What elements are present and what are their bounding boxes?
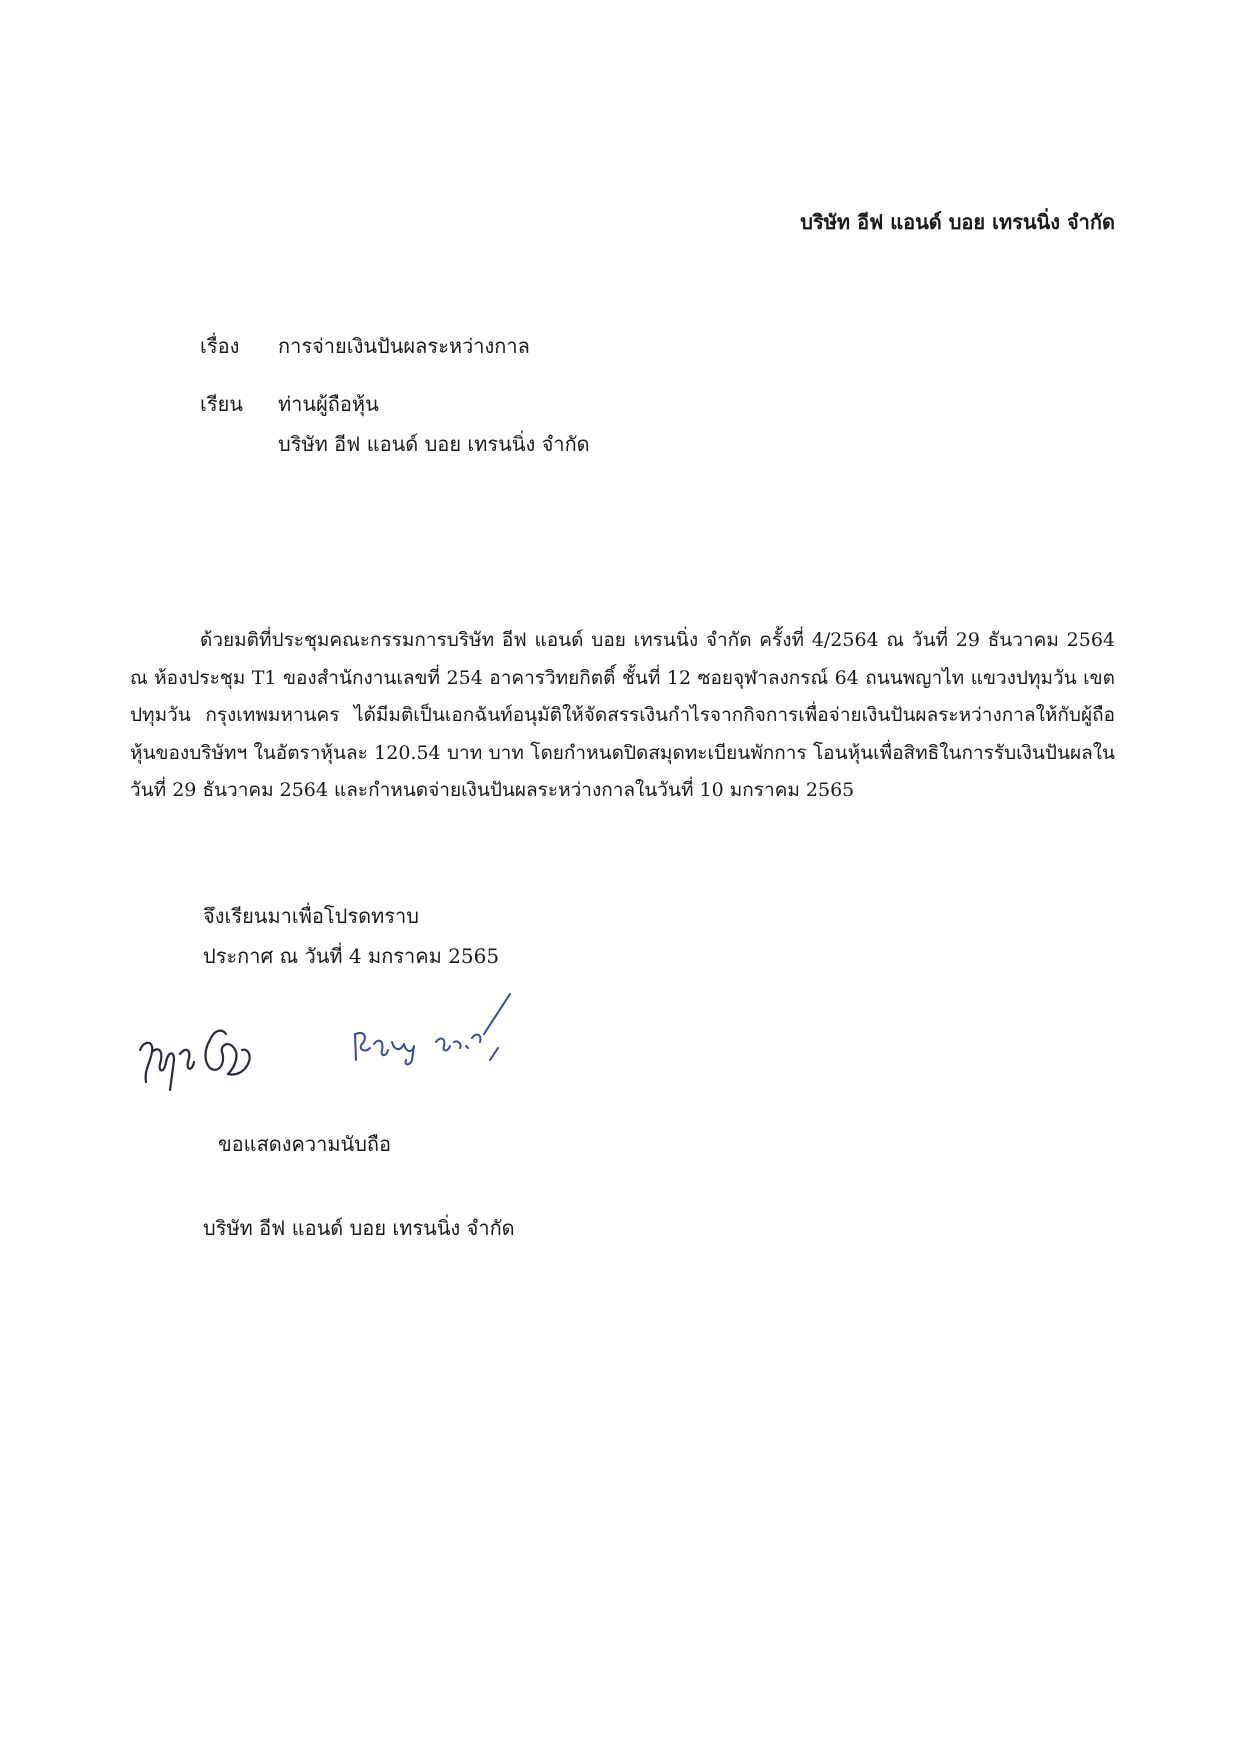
signature-drawing [130,990,610,1120]
body-paragraph: ด้วยมติที่ประชุมคณะกรรมการบริษัท อีฟ แอนด์ บอย เทรนนิ่ง จำกัด ครั้งที่ 4/2564 ณ วันที่ 29 ธันวาคม 2564 ณ ห้องประชุม T1 ของสำนักงานเลขที่ 254 อาคารวิทยกิตติ์ ชั้นที่ 12 ซอยจุฬาลงกรณ์ 64 ถนนพญาไท แขวงปทุมวัน เขตปทุมวัน กรุงเทพมหานคร ได้มีมติเป็นเอกฉันท์อนุมัติให้จัดสรรเงินกำไรจากกิจการเพื่อจ่ายเงินปันผลระหว่างกาลให้กับผู้ถือหุ้นของบริษัทฯ ในอัตราหุ้นละ 120.54 บาท บาท โดยกำหนดปิดสมุดทะเบียนพักการ โอนหุ้นเพื่อสิทธิในการรับเงินปันผลในวันที่ 29 ธันวาคม 2564 และกำหนดจ่ายเงินปันผลระหว่างกาลในวันที่ 10 มกราคม 2565 [130,629,1115,801]
recipient-line1: ท่านผู้ถือหุ้น [278,392,379,416]
recipient-line2: บริษัท อีฟ แอนด์ บอย เทรนนิ่ง จำกัด [278,432,590,456]
subject-label: เรื่อง [200,334,240,358]
signatures [130,990,610,1120]
closing-inform: จึงเรียนมาเพื่อโปรดทราบ [203,904,419,928]
signature-left-icon [140,1031,250,1090]
body-paragraph-block [130,622,1115,810]
closing-company: บริษัท อีฟ แอนด์ บอย เทรนนิ่ง จำกัด [203,1216,515,1240]
header-company-name: บริษัท อีฟ แอนด์ บอย เทรนนิ่ง จำกัด [800,210,1115,234]
recipient-label: เรียน [200,392,243,416]
closing-announced-date: ประกาศ ณ วันที่ 4 มกราคม 2565 [203,944,500,968]
signature-right-icon [355,994,510,1065]
closing-regards: ขอแสดงความนับถือ [218,1132,392,1156]
subject-value: การจ่ายเงินปันผลระหว่างกาล [278,334,530,358]
